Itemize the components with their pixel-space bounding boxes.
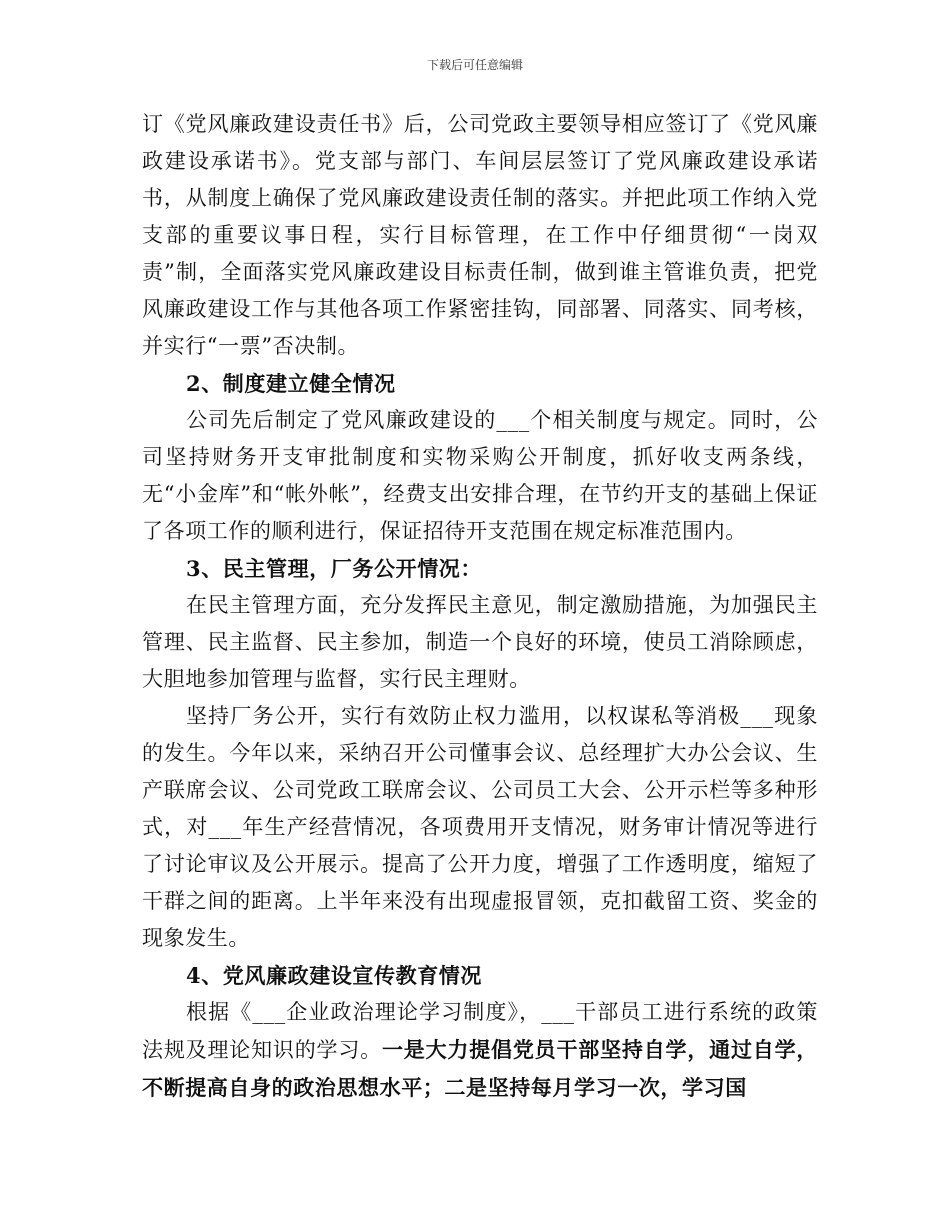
heading-democratic-management: 3、民主管理，厂务公开情况： [186,556,483,581]
education-emphasis-text: 一是大力提倡党员干部坚持自学，通过自学，不断提高自身的政治思想水平；二是坚持每月学习一次，学习国 [142,1037,818,1100]
paragraph-democratic-management: 在民主管理方面，充分发挥民主意见，制定激励措施，为加强民主管理、民主监督、民主参加，制造一个良好的环境，使员工消除顾虑，大胆地参加管理与监督，实行民主理财。 [142,593,818,691]
paragraph-education [142,994,818,1107]
document-body [142,106,818,1107]
paragraph-factory-affairs: 坚持厂务公开，实行有效防止权力滥用，以权谋私等消极___现象的发生。今年以来，采纳召开公司懂事会议、总经理扩大办公会议、生产联席会议、公司党政工联席会议、公司员工大会、公开示栏等多种形式，对___年生产经营情况，各项费用开支情况，财务审计情况等进行了讨论审议及公开展示。提高了公开力度，增强了工作透明度，缩短了干群之间的距离。上半年来没有出现虚报冒领，克扣截留工资、奖金的现象发生。 [142,704,818,950]
paragraph-responsibility: 订《党风廉政建设责任书》后，公司党政主要领导相应签订了《党风廉政建设承诺书》。党支部与部门、车间层层签订了党风廉政建设承诺书，从制度上确保了党风廉政建设责任制的落实。并把此项工作纳入党支部的重要议事日程，实行目标管理，在工作中仔细贯彻“一岗双责”制，全面落实党风廉政建设目标责任制，做到谁主管谁负责，把党风廉政建设工作与其他各项工作紧密挂钩，同部署、同落实、同考核，并实行“一票”否决制。 [142,112,818,358]
education-intro-text: 根据《___企业政治理论学习制度》，___干部员工进行系统的政策法规及理论知识的学习。 [142,1000,818,1062]
heading-system-building: 2、制度建立健全情况 [186,371,396,396]
page-header: 下载后可任意编辑 [426,58,523,72]
heading-education: 4、党风廉政建设宣传教育情况 [186,963,483,988]
paragraph-system-building: 公司先后制定了党风廉政建设的___个相关制度与规定。同时，公司坚持财务开支审批制度和实物采购公开制度，抓好收支两条线，无“小金库”和“帐外帐”，经费支出安排合理，在节约开支的基础上保证了各项工作的顺利进行，保证招待开支范围在规定标准范围内。 [142,408,818,543]
